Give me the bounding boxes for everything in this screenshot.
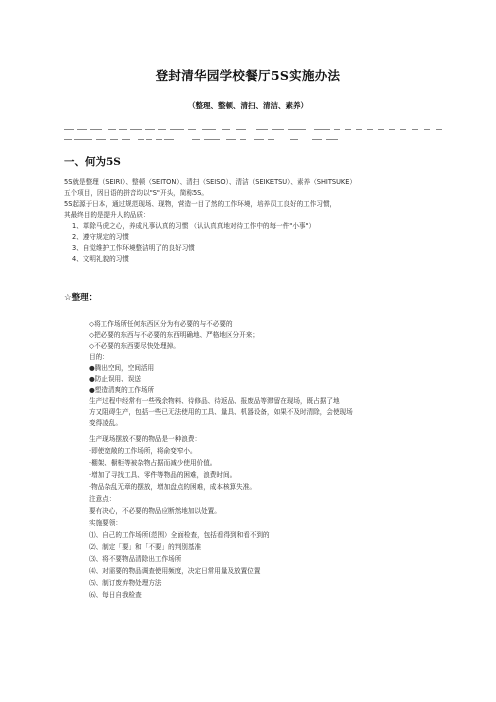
- dash-segment: [164, 139, 174, 140]
- dash-segment: [389, 129, 395, 130]
- purpose-item: ●防止误用、误送: [89, 375, 141, 383]
- dash-segment: [146, 139, 152, 140]
- dash-segment: [334, 129, 340, 130]
- dash-segment: [288, 129, 306, 130]
- dashed-rule-top: [64, 129, 444, 131]
- dash-segment: [222, 129, 230, 130]
- dash-segment: [314, 129, 330, 130]
- dash-segment: [202, 129, 216, 130]
- dash-segment: [64, 129, 74, 130]
- step-item: ⑷、对需要的物品调查使用频度，决定日常用量及放置位置: [89, 567, 261, 575]
- definition-line: ◇不必要的东西要尽快处理掉。: [89, 342, 180, 350]
- dash-segment: [312, 139, 322, 140]
- dash-segment: [345, 129, 351, 130]
- dash-segment: [326, 139, 338, 140]
- dash-segment: [226, 139, 236, 140]
- dash-segment: [256, 129, 268, 130]
- purpose-item: ●腾出空间，空间活用: [89, 364, 155, 372]
- step-item: ⑹、每日自我检查: [89, 591, 142, 599]
- dash-segment: [236, 129, 246, 130]
- dash-segment: [77, 129, 87, 130]
- purpose-item: ●塑造清爽的工作场所: [89, 386, 155, 394]
- paragraph-line: 方又阻碍生产，包括一些已无法使用的工具、量具、机器设备，如果不及时清除，会使现场: [89, 408, 353, 416]
- dash-segment: [367, 129, 373, 130]
- paragraph-line: 生产过程中经常有一些残余物料、待修品、待返品、报废品等滞留在现场，既占据了地: [89, 397, 340, 405]
- step-item: ⑸、制订废弃物处理方法: [89, 579, 162, 587]
- dash-segment: [145, 129, 155, 130]
- step-item: ⑵、制定「要」和「不要」的判别基准: [89, 543, 202, 551]
- note-text: 要有决心，不必要的物品应断然地加以处置。: [89, 507, 221, 515]
- waste-intro: 生产现场摆放不要的物品是一种浪费：: [89, 435, 202, 443]
- waste-item: ·棚架、橱柜等被杂物占据而减少使用价值。: [89, 459, 217, 467]
- section-heading-seiri: ☆整理：: [64, 293, 98, 303]
- waste-item: ·即使宽敞的工作场所，将俞变窄小。: [89, 447, 197, 455]
- paragraph-line: 变得凌乱。: [89, 419, 122, 427]
- dash-segment: [356, 129, 362, 130]
- paragraph-line: 5S就是整理（SEIRI）、整顿（SEITON）、清扫（SEISO）、清洁（SEIKETSU）、素养（SHITSUKE）: [64, 178, 357, 186]
- paragraph-line: 5S起源于日本，通过规范现场、现物，营造一目了然的工作环境，培养员工良好的工作习惯，: [64, 200, 337, 208]
- dash-segment: [268, 139, 274, 140]
- dash-segment: [170, 129, 184, 130]
- step-item: ⑶、将不要物品清除出工作场所: [89, 555, 182, 563]
- definition-line: ◇把必要的东西与不必要的东西明确地、严格地区分开来；: [89, 331, 259, 339]
- document-subtitle: （整理、整顿、清扫、清洁、素养）: [188, 101, 308, 110]
- list-item: 2、遵守规定的习惯: [72, 233, 129, 241]
- definition-line: ◇将工作场所任何东西区分为有必要的与不必要的: [89, 320, 233, 328]
- notes-label: 注意点：: [89, 495, 116, 503]
- dash-segment: [74, 139, 92, 140]
- dash-segment: [122, 139, 130, 140]
- dash-segment: [64, 139, 72, 140]
- waste-item: ·增加了寻找工具、零件等物品的困难，浪费时间。: [89, 471, 237, 479]
- dash-segment: [254, 139, 264, 140]
- dash-segment: [90, 129, 102, 130]
- dash-segment: [378, 129, 384, 130]
- dash-segment: [436, 129, 442, 130]
- dash-segment: [108, 129, 116, 130]
- list-item: 4、文明礼貌的习惯: [72, 255, 129, 263]
- dash-segment: [158, 129, 166, 130]
- section-heading-what-is-5s: 一、何为5S: [64, 156, 121, 168]
- dash-segment: [424, 129, 430, 130]
- paragraph-line: 五个项目，因日语的拼音均以"S"开头，简称5S。: [64, 189, 208, 197]
- waste-item: ·物品杂乱无章的摆放，增加盘点的困难，成本核算失准。: [89, 483, 256, 491]
- dash-segment: [110, 139, 118, 140]
- dash-segment: [290, 139, 298, 140]
- dash-segment: [272, 129, 284, 130]
- dash-segment: [119, 129, 127, 130]
- dash-segment: [400, 129, 406, 130]
- dash-segment: [188, 129, 196, 130]
- document-title: 登封清华园学校餐厅5S实施办法: [155, 68, 341, 83]
- paragraph-line: 其最终目的是提升人的品质：: [64, 211, 150, 219]
- list-item: 3、自觉维护工作环境整洁明了的良好习惯: [72, 244, 195, 252]
- dash-segment: [156, 139, 162, 140]
- dash-segment: [138, 139, 144, 140]
- dash-segment: [240, 139, 246, 140]
- dash-segment: [96, 139, 106, 140]
- dash-segment: [412, 129, 418, 130]
- steps-label: 实施要领：: [89, 519, 122, 527]
- dash-segment: [192, 139, 200, 140]
- dash-segment: [204, 139, 220, 140]
- dashed-rule-bottom: [64, 139, 444, 141]
- purpose-label: 目的：: [89, 353, 109, 361]
- list-item: 1、革除马虎之心，养成凡事认真的习惯 （认认真真地对待工作中的每一件"小事"）: [72, 222, 316, 230]
- dash-segment: [130, 129, 142, 130]
- step-item: ⑴、自己的工作场所(范围）全面检查，包括看得到和看不到的: [89, 531, 270, 539]
